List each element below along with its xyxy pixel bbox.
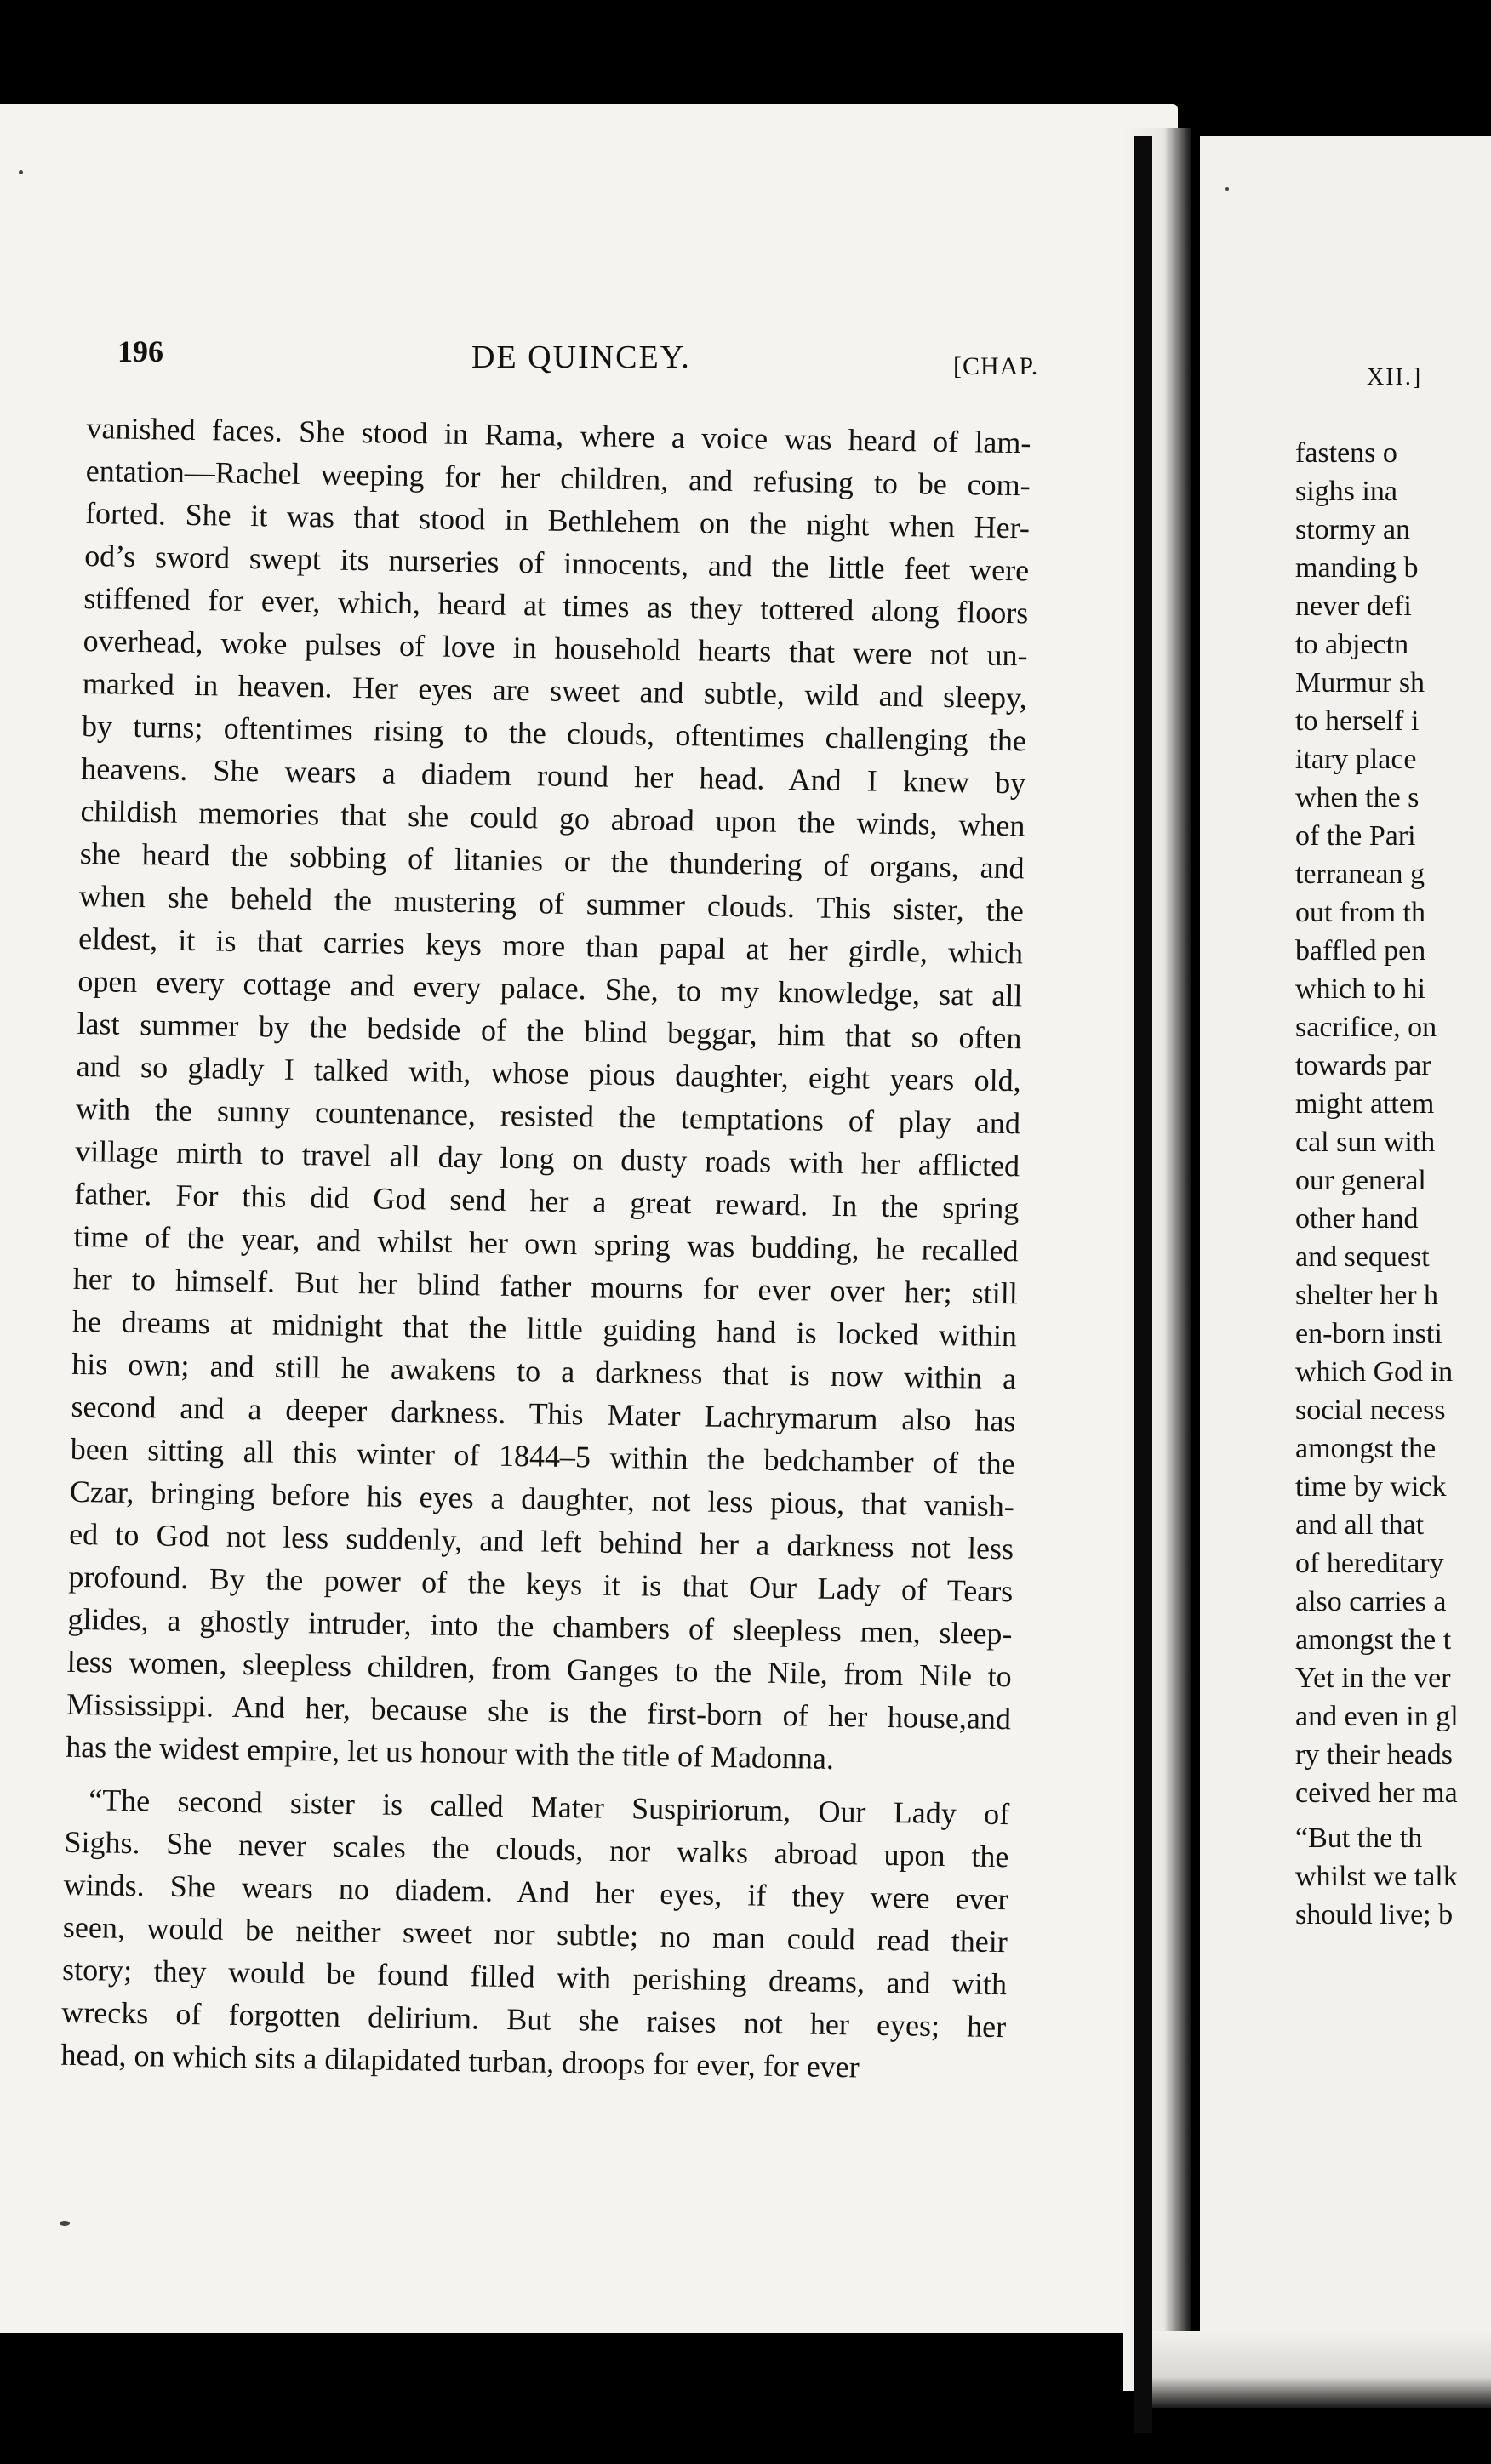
scan-speck — [1225, 187, 1229, 191]
text-line: story; they would be found filled with perishing dreams, and with — [61, 1952, 1008, 2002]
left-page-header — [117, 334, 1045, 385]
text-line: seen, would be neither sweet nor subtle; no man could read their — [62, 1909, 1008, 1959]
text-line: should live; b — [1295, 1899, 1454, 1931]
text-line: ed to God not less suddenly, and left behind her a darkness not less — [68, 1516, 1014, 1566]
running-head: DE QUINCEY. — [471, 339, 691, 375]
text-line: other hand — [1295, 1203, 1419, 1235]
text-line: entation—Rachel weeping for her children, and refusing to be com- — [85, 453, 1031, 503]
text-line: “The second sister is called Mater Suspiriorum, Our Lady of — [88, 1782, 1010, 1832]
text-line: Sighs. She never scales the clouds, nor walks abroad upon the — [64, 1824, 1009, 1874]
text-line: and sequest — [1295, 1241, 1430, 1273]
text-line: he dreams at midnight that the little guiding hand is locked within — [71, 1303, 1018, 1354]
text-line: forted. She it was that stood in Bethlehem on the night when Her- — [84, 495, 1031, 545]
text-line: might attem — [1295, 1088, 1435, 1120]
text-line: cal sun with — [1295, 1126, 1436, 1158]
text-line: time by wick — [1295, 1471, 1447, 1503]
text-line: vanished faces. She stood in Rama, where a voice was heard of lam- — [86, 410, 1031, 460]
right-page-body — [1295, 434, 1491, 1934]
text-line: stiffened for ever, which, heard at times as they tottered along floors — [83, 580, 1029, 630]
text-line: out from th — [1295, 897, 1425, 928]
text-line: our general — [1295, 1165, 1426, 1196]
text-line: marked in heaven. Her eyes are sweet and subtle, wild and sleepy, — [82, 665, 1028, 716]
text-line: towards par — [1295, 1050, 1431, 1081]
text-line: sacrifice, on — [1295, 1012, 1437, 1043]
text-line: his own; and still he awakens to a darkness that is now within a — [71, 1346, 1017, 1396]
text-line: and even in gl — [1295, 1701, 1459, 1732]
text-line: baffled pen — [1295, 935, 1426, 967]
text-line: social necess — [1295, 1395, 1446, 1426]
text-line: never defi — [1295, 590, 1412, 622]
text-line: manding b — [1295, 552, 1419, 584]
text-line: of hereditary — [1295, 1548, 1444, 1579]
scan-speck — [19, 170, 23, 174]
text-line: by turns; oftentimes rising to the clouds, oftentimes challenging the — [81, 708, 1027, 758]
text-line: village mirth to travel all day long on dusty roads with her afflicted — [74, 1133, 1020, 1184]
page-number: 196 — [117, 334, 163, 368]
text-line: which God in — [1295, 1356, 1454, 1388]
chapter-mark: [CHAP. — [953, 352, 1039, 380]
text-line: been sitting all this winter of 1844–5 within the bedchamber of the — [70, 1431, 1015, 1481]
text-line: en-born insti — [1295, 1318, 1442, 1349]
text-line: head, on which sits a dilapidated turban, droops for ever, for ever — [60, 2037, 860, 2085]
text-line: and all that — [1295, 1509, 1425, 1541]
text-line: glides, a ghostly intruder, into the chambers of sleepless men, sleep- — [67, 1601, 1013, 1651]
text-line: time of the year, and whilst her own spring was budding, he recalled — [73, 1218, 1019, 1269]
text-line: overhead, woke pulses of love in household hearts that were not un- — [83, 623, 1028, 673]
text-line: winds. She wears no diadem. And her eyes, if they were ever — [63, 1867, 1008, 1917]
text-line: to abjectn — [1295, 629, 1409, 660]
text-line: last summer by the bedside of the blind beggar, him that so often — [77, 1006, 1022, 1056]
text-line: and so gladly I talked with, whose pious daughter, eight years old, — [76, 1048, 1022, 1098]
text-line: Yet in the ver — [1295, 1663, 1451, 1694]
text-line: with the sunny countenance, resisted the temptations of play and — [75, 1091, 1021, 1141]
left-page-body — [60, 407, 1031, 2090]
text-line: profound. By the power of the keys it is that Our Lady of Tears — [68, 1559, 1014, 1609]
text-line: Murmur sh — [1295, 667, 1425, 699]
text-line: has the widest empire, let us honour with the title of Madonna. — [65, 1729, 835, 1776]
text-line: ry their heads — [1295, 1739, 1454, 1771]
text-line: open every cottage and every palace. She, to my knowledge, sat all — [77, 963, 1023, 1013]
text-line: fastens o — [1295, 437, 1397, 469]
text-line: amongst the t — [1295, 1624, 1452, 1656]
text-line: of the Pari — [1295, 820, 1416, 852]
text-line: itary place — [1295, 744, 1417, 775]
text-line: terranean g — [1295, 858, 1425, 890]
text-line: amongst the — [1295, 1433, 1437, 1464]
text-line: when the s — [1295, 782, 1420, 813]
page-bottom-edge — [1149, 2331, 1491, 2408]
text-line: her to himself. But her blind father mourns for ever over her; still — [72, 1261, 1019, 1311]
text-line: when she beheld the mustering of summer clouds. This sister, the — [78, 878, 1025, 928]
text-line: Czar, bringing before his eyes a daughter, not less pious, that vanish- — [69, 1474, 1015, 1524]
text-line: heavens. She wears a diadem round her head. And I knew by — [81, 750, 1026, 801]
text-line: sighs ina — [1295, 476, 1397, 507]
text-line: childish memories that she could go abroad upon the winds, when — [80, 793, 1025, 843]
text-line: stormy an — [1295, 514, 1411, 545]
text-line: Mississippi. And her, because she is the first-born of her house,and — [66, 1686, 1012, 1737]
text-line: “But the th — [1295, 1822, 1423, 1854]
text-line: father. For this did God send her a great reward. In the spring — [74, 1176, 1020, 1226]
text-line: less women, sleepless children, from Ganges to the Nile, from Nile to — [66, 1644, 1013, 1694]
text-line: eldest, it is that carries keys more than papal at her girdle, which — [77, 921, 1024, 971]
right-page-header: XII.] — [1367, 364, 1423, 391]
text-line: whilst we talk — [1295, 1861, 1458, 1892]
text-line: wrecks of forgotten delirium. But she raises not her eyes; her — [61, 1994, 1007, 2045]
text-line: also carries a — [1295, 1586, 1447, 1617]
text-line: ceived her ma — [1295, 1777, 1458, 1809]
text-line: od’s sword swept its nurseries of innocents, and the little feet were — [83, 538, 1030, 588]
text-line: shelter her h — [1295, 1280, 1439, 1311]
scan-speck — [60, 2221, 70, 2226]
text-line: which to hi — [1295, 973, 1425, 1005]
book-spine — [1134, 136, 1152, 2433]
text-line: to herself i — [1295, 705, 1420, 737]
text-line: she heard the sobbing of litanies or the thundering of organs, and — [79, 836, 1025, 886]
text-line: second and a deeper darkness. This Mater Lachrymarum also has — [71, 1389, 1016, 1439]
